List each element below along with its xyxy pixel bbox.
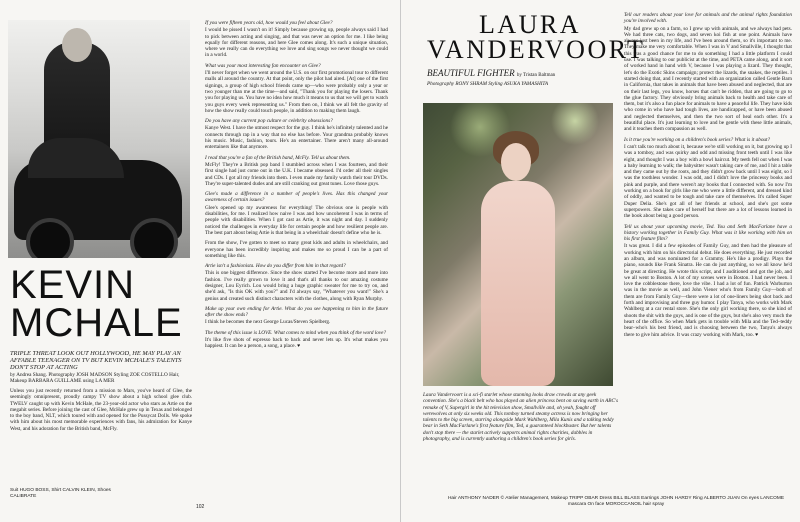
answer: From the show, I've gotten to meet so many great kids and adults in wheelchairs, and everyone has been incredibly inspiring and makes me so proud I can be a part of something like this.	[205, 240, 388, 259]
question: Make up your own ending for Artie. What do you see happening to him in the future after the show ends?	[205, 305, 388, 319]
wardrobe-credit: Suit HUGO BOSS, Shirt CALVIN KLEIN, Shoes CALIBRATE	[10, 488, 111, 499]
answer: Glee's opened up my awareness for everything! The obvious one is people with disabilities, for me. I realized how naive I was and how uncoherent I was in terms of people with disabilities. When I got cast as Artie, it was night and day. I suddenly noticed the challenges in everyday life for certain people and how resilient people are. The best part about being Artie is that being in a wheelchair doesn't define who he is.	[205, 204, 388, 236]
answer: My dad grew up on a farm, so I grew up with animals, and we always had pets. We had three cats, two dogs, and seven koi fish at one point. Animals have always just been in my life, and I've been around them, so it's important to me. They make me very comfortable. When I was in V and Smallville, I thought that this was a good chance for me to do something I had a little platform I could use. I was talking to our publicist at the time, and PETA came along, and it sort of worked hand in hand with V, because I was playing a lizard. They thought, let's do the Exotic Skins campaign; protect the lizards, the snakes, the reptiles. I started doing that, and I recently started with an organization called Gentle Barn in California, that takes in animals that have been abused and neglected, that are on their last legs, you know, horses that can't be ridden, that are going to go to the glue factory. They obviously bring animals back to health and take care of them, but it's also a fun place for animals to have a peaceful life. They have kids who come in who have had tough lives, are handicapped, or have been abused and neglected themselves, and then the two sort of heal each other. It's a beautiful place. It's just learning to love and be gentle with these little animals, and it teaches them compassion as well.	[624, 25, 792, 133]
page-number: 102	[196, 504, 205, 510]
interview-column-right	[624, 12, 792, 343]
right-page	[400, 0, 800, 522]
answer-text: It's like five shots of espresso back to back and never lets up. It's what makes you happiest. It can be a person, a song, a place.	[205, 337, 388, 350]
pink-dress	[481, 181, 555, 386]
question: Do you have any current pop culture or celebrity obsessions?	[205, 118, 333, 125]
question: Artie isn't a fashionista. How do you differ from him in that regard?	[205, 263, 346, 270]
car-wheel-rear	[130, 218, 178, 258]
face	[501, 143, 531, 181]
laura-vandervoort-photo	[423, 103, 613, 386]
question: If you were fifteen years old, how would you feel about Glee?	[205, 20, 333, 26]
kevin-mchale-photo	[8, 20, 190, 258]
person-head	[62, 28, 92, 62]
article-title-kevin	[10, 263, 192, 345]
byline: by Tristan Baltman	[516, 73, 556, 78]
question: Tell our readers about your love for animals and the animal rights foundation you're involved with.	[624, 12, 792, 25]
article-intro: Unless you just recently returned from a mission to Mars, you've heard of Glee, the seemingly omnipresent, proudly campy TV show about a high school glee club. TWELV caught up with Kevin McHale, the 23-year-old actor who stars as Artie on the megahit series. Before joining the cast of Glee, McHale grew up in Texas and belonged to the boy band, NLT, which toured with and opened for the Pussycat Dolls. We spoke with him about his most memorable experiences with fans, his admiration for Kanye West, and his adoration for the British band, McFly.	[10, 388, 192, 432]
end-mark-icon: ♥	[755, 332, 759, 338]
question: Is it true you're working on a children's book series? What is it about?	[624, 136, 771, 143]
answer: I would be pissed I wasn't on it! Simply because growing up, people always said I had to pick between acting and singing, and that was never an option for me. I like being equally for different reasons, and here Glee comes along. It's such a unique situation, where we really can do everything we love and sing songs we never thought we could in a world.	[205, 27, 388, 59]
answer: I'll never forget when we went around the U.S. on our first promotional tour to different malls all around the country. At that point, only the pilot had aired. [At] one of the first signings, a group of high school friends came up—who were probably only a year or two younger than me at the time—and said, "Thank you for playing the losers. Thank you for playing us. You have no idea how much it means to us that we will get to watch you guys every week representing us." From then on, I think we all felt the gravity of how the show really could touch people, in addition to making them laugh.	[205, 70, 388, 114]
car-wheel-front	[26, 218, 74, 258]
answer: I can't talk too much about it, because we're still working on it, but growing up I was a tomboy, and was quirky and odd and missing front teeth until I was like eight, and thought I was a boy with a bowl haircut. My teeth fell out when I was a baby learning to walk; the babysitter wasn't taking care of me, and I hit a table and they came out by the roots, and they didn't grow back until I was eight, so I was the toothless wonder. I was odd, and I didn't love the princessy books and pink and purple, and there weren't any books that I connected with. So now I'm working on a book for girls like me who were a little different, and dressed kind of oddly, and wanted to be tough and take care of themselves. It's called Super Duper Delia. She's got all of her friends at school, and she's got some superpowers. She takes care of herself but there are a lot of lessons learned in the book about being a good person.	[624, 143, 792, 220]
answer	[205, 337, 388, 351]
question: I read that you're a fan of the British band, McFly. Tell us about them.	[205, 154, 351, 161]
photo-caption: Laura Vandervoort is a sci-fi starlet whose stunning looks draw crowds at any geek convention. She's a black belt who has played an alien princess bent on saving earth in ABC's remake of V, Supergirl in the hit television show, Smallville and, oh yeah, fought off werewolves at only six weeks old. This tomboy turned steamy actress is now bringing her talents to the big screen, starring alongside Mark Wahlberg, Mila Kunis and a talking teddy bear in Seth MacFarlane's first feature film, Ted, a guaranteed blockbuster. But her talents don't stop there — the starlet actively supports animal rights charities, dabbles in photography, and is currently authoring a children's book series for girls.	[423, 392, 619, 443]
title-line-2: VANDERVOORT	[427, 35, 646, 64]
question: Tell us about your upcoming movie, Ted. You and Seth MacFarlane have a history working together in Family Guy. What was it like working with him on his first feature film?	[624, 223, 792, 243]
title-line-1: LAURA	[479, 10, 582, 39]
answer: I think he becomes the next George Lucas/Steven Spielberg.	[205, 319, 331, 326]
answer-text: It was great. I did a few episodes of Family Guy, and then had the pleasure of working with him on his directorial debut. He does everything. He just recorded an album, and was nominated for a Grammy. He's like a prodigy. Plays the piano, sounds like Frank Sinatra. He can do just anything, so we all know he'd be great at directing. He wrote this script, and I auditioned and got the job, and we all went to Boston. A lot of my scenes were in Boston. I had never been. I love the cobblestone there, love the vibe. I had a lot of fun. Patrick Warburton was in the movie as well, and John Viener who's from Family Guy—both of them are from Family Guy—there were a lot of one-liners being shot back and forth and improvising and three guy humor. I play Tanya, who works with Mark Wahlberg at a car rental store. She's the only girl working there, so she kind of shoots the shit with the guys, and is one of the guys, but she's also very much the heart of the office. So when Mark gets in trouble with Mila and the Ted–teddy bear–who's his best friend, and is choosing between the two, Tanya's always there to give him advice. It was crazy working with Mark, too.	[624, 243, 792, 338]
end-mark-icon: ♥	[297, 344, 301, 350]
article-credit: by Andrea Shang. Photography JOSH MADSON Styling ZOE COSTELLO Hair, Makeup BARBARA GUILLAME using LA MER	[10, 372, 180, 385]
answer	[624, 243, 792, 338]
wardrobe-credit: Hair ANTHONY NADER © Atelier Management, Makeup TRIPP OBAR Dress BILL BLASS Earrings JOHN HARDY Ring ALBERTO JUAN On eyes LANCOME mascara On face MOROCCANOIL hair spray	[447, 496, 785, 507]
question: The theme of this issue is LOVE. What comes to mind when you think of the word love?	[205, 329, 387, 336]
title-line-1: KEVIN	[10, 263, 136, 307]
photo-credit: Photography RONY SHRAM Styling ASUKA YAMASHITA	[427, 81, 549, 87]
article-subtitle	[427, 68, 627, 78]
interview-column-left	[205, 20, 388, 355]
answer: This is one biggest difference. Since the show started I've become more and more into fashion. I've really grown to love it and that's all thanks to our amazing costume designer, Lou Eyrich. Lou would bring a huge graphic sweater for me to try on, and she'd ask, "Is this OK with you?" and I'd always say, "Whatever you want!" She's a genius and created such distinct characters with the clothes, along with Ryan Murphy.	[205, 270, 388, 302]
subtitle-text: BEAUTIFUL FIGHTER	[427, 68, 515, 78]
title-line-2: MCHALE	[10, 301, 183, 345]
answer: McFly! They're a British pop band I stumbled across when I was fourteen, and their first single had just come out in the U.K. I became obsessed. I'd order all their singles and CDs. I got all my friends into them. I even made my family watch their tour DVDs. They're super-talented dudes and are still cranking out great tunes. Love those guys.	[205, 161, 388, 187]
question: What was your most interesting fan encounter on Glee?	[205, 62, 321, 69]
article-deck: TRIPLE THREAT LOOK OUT HOLLYWOOD, HE MAY PLAY AN AFFABLE TEENAGER ON TV BUT KEVIN MCHALE'S TALENTS DON'T STOP AT ACTING	[10, 350, 182, 371]
question: Glee's made a difference in a number of people's lives. Has this changed your awareness of certain issues?	[205, 191, 388, 204]
answer: Kanye West. I have the utmost respect for the guy. I think he's infinitely talented and he connects through rap in a way that no else has before. Your grandma probably knows his music. Music, fashion, tours. He's an entertainer. There aren't many all-around entertainers like that anymore.	[205, 125, 388, 151]
